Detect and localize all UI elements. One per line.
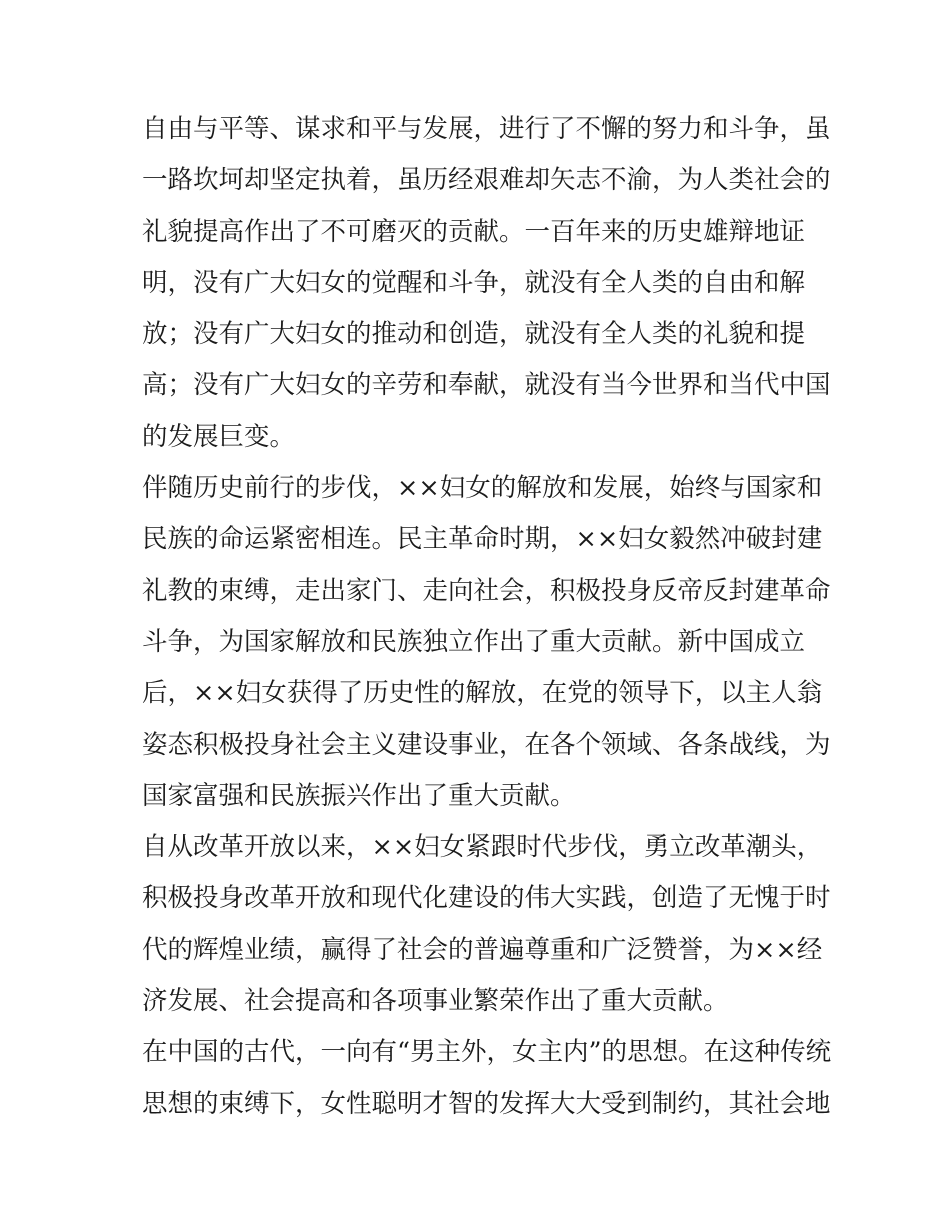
text-line: 放；没有广大妇女的推动和创造，就没有全人类的礼貌和提 (142, 319, 806, 350)
paragraph (142, 104, 831, 463)
text-line: 礼教的束缚，走出家门、走向社会，积极投身反帝反封建革命 (142, 575, 831, 606)
text-line: 明，没有广大妇女的觉醒和斗争，就没有全人类的自由和解 (142, 267, 806, 298)
text-line: 国家富强和民族振兴作出了重大贡献。 (142, 780, 576, 811)
text-line: 民族的命运紧密相连。民主革命时期，××妇女毅然冲破封建 (142, 524, 823, 555)
text-line: 代的辉煌业绩，赢得了社会的普遍尊重和广泛赞誉，为××经 (142, 934, 823, 965)
text-line: 伴随历史前行的步伐，××妇女的解放和发展，始终与国家和 (142, 473, 823, 504)
text-line: 思想的束缚下，女性聪明才智的发挥大大受到制约，其社会地 (142, 1088, 831, 1119)
text-line: 济发展、社会提高和各项事业繁荣作出了重大贡献。 (142, 986, 729, 1017)
text-line: 自从改革开放以来，××妇女紧跟时代步伐，勇立改革潮头， (142, 832, 823, 863)
paragraph (142, 822, 831, 1027)
text-line: 礼貌提高作出了不可磨灭的贡献。一百年来的历史雄辩地证 (142, 216, 806, 247)
text-line: 自由与平等、谋求和平与发展，进行了不懈的努力和斗争，虽 (142, 114, 831, 144)
text-line: 后，××妇女获得了历史性的解放，在党的领导下，以主人翁 (142, 678, 823, 709)
document-body (142, 104, 832, 1130)
text-line: 姿态积极投身社会主义建设事业，在各个领域、各条战线，为 (142, 729, 831, 760)
text-line: 的发展巨变。 (142, 421, 296, 452)
text-line: 斗争，为国家解放和民族独立作出了重大贡献。新中国成立 (142, 626, 806, 657)
text-line: 积极投身改革开放和现代化建设的伟大实践，创造了无愧于时 (142, 883, 831, 914)
text-line: 在中国的古代，一向有“男主外，女主内”的思想。在这种传统 (142, 1037, 832, 1068)
paragraph (142, 463, 831, 822)
text-line: 一路坎坷却坚定执着，虽历经艰难却矢志不渝，为人类社会的 (142, 165, 831, 196)
text-line: 高；没有广大妇女的辛劳和奉献，就没有当今世界和当代中国 (142, 370, 831, 401)
paragraph (142, 1027, 832, 1130)
